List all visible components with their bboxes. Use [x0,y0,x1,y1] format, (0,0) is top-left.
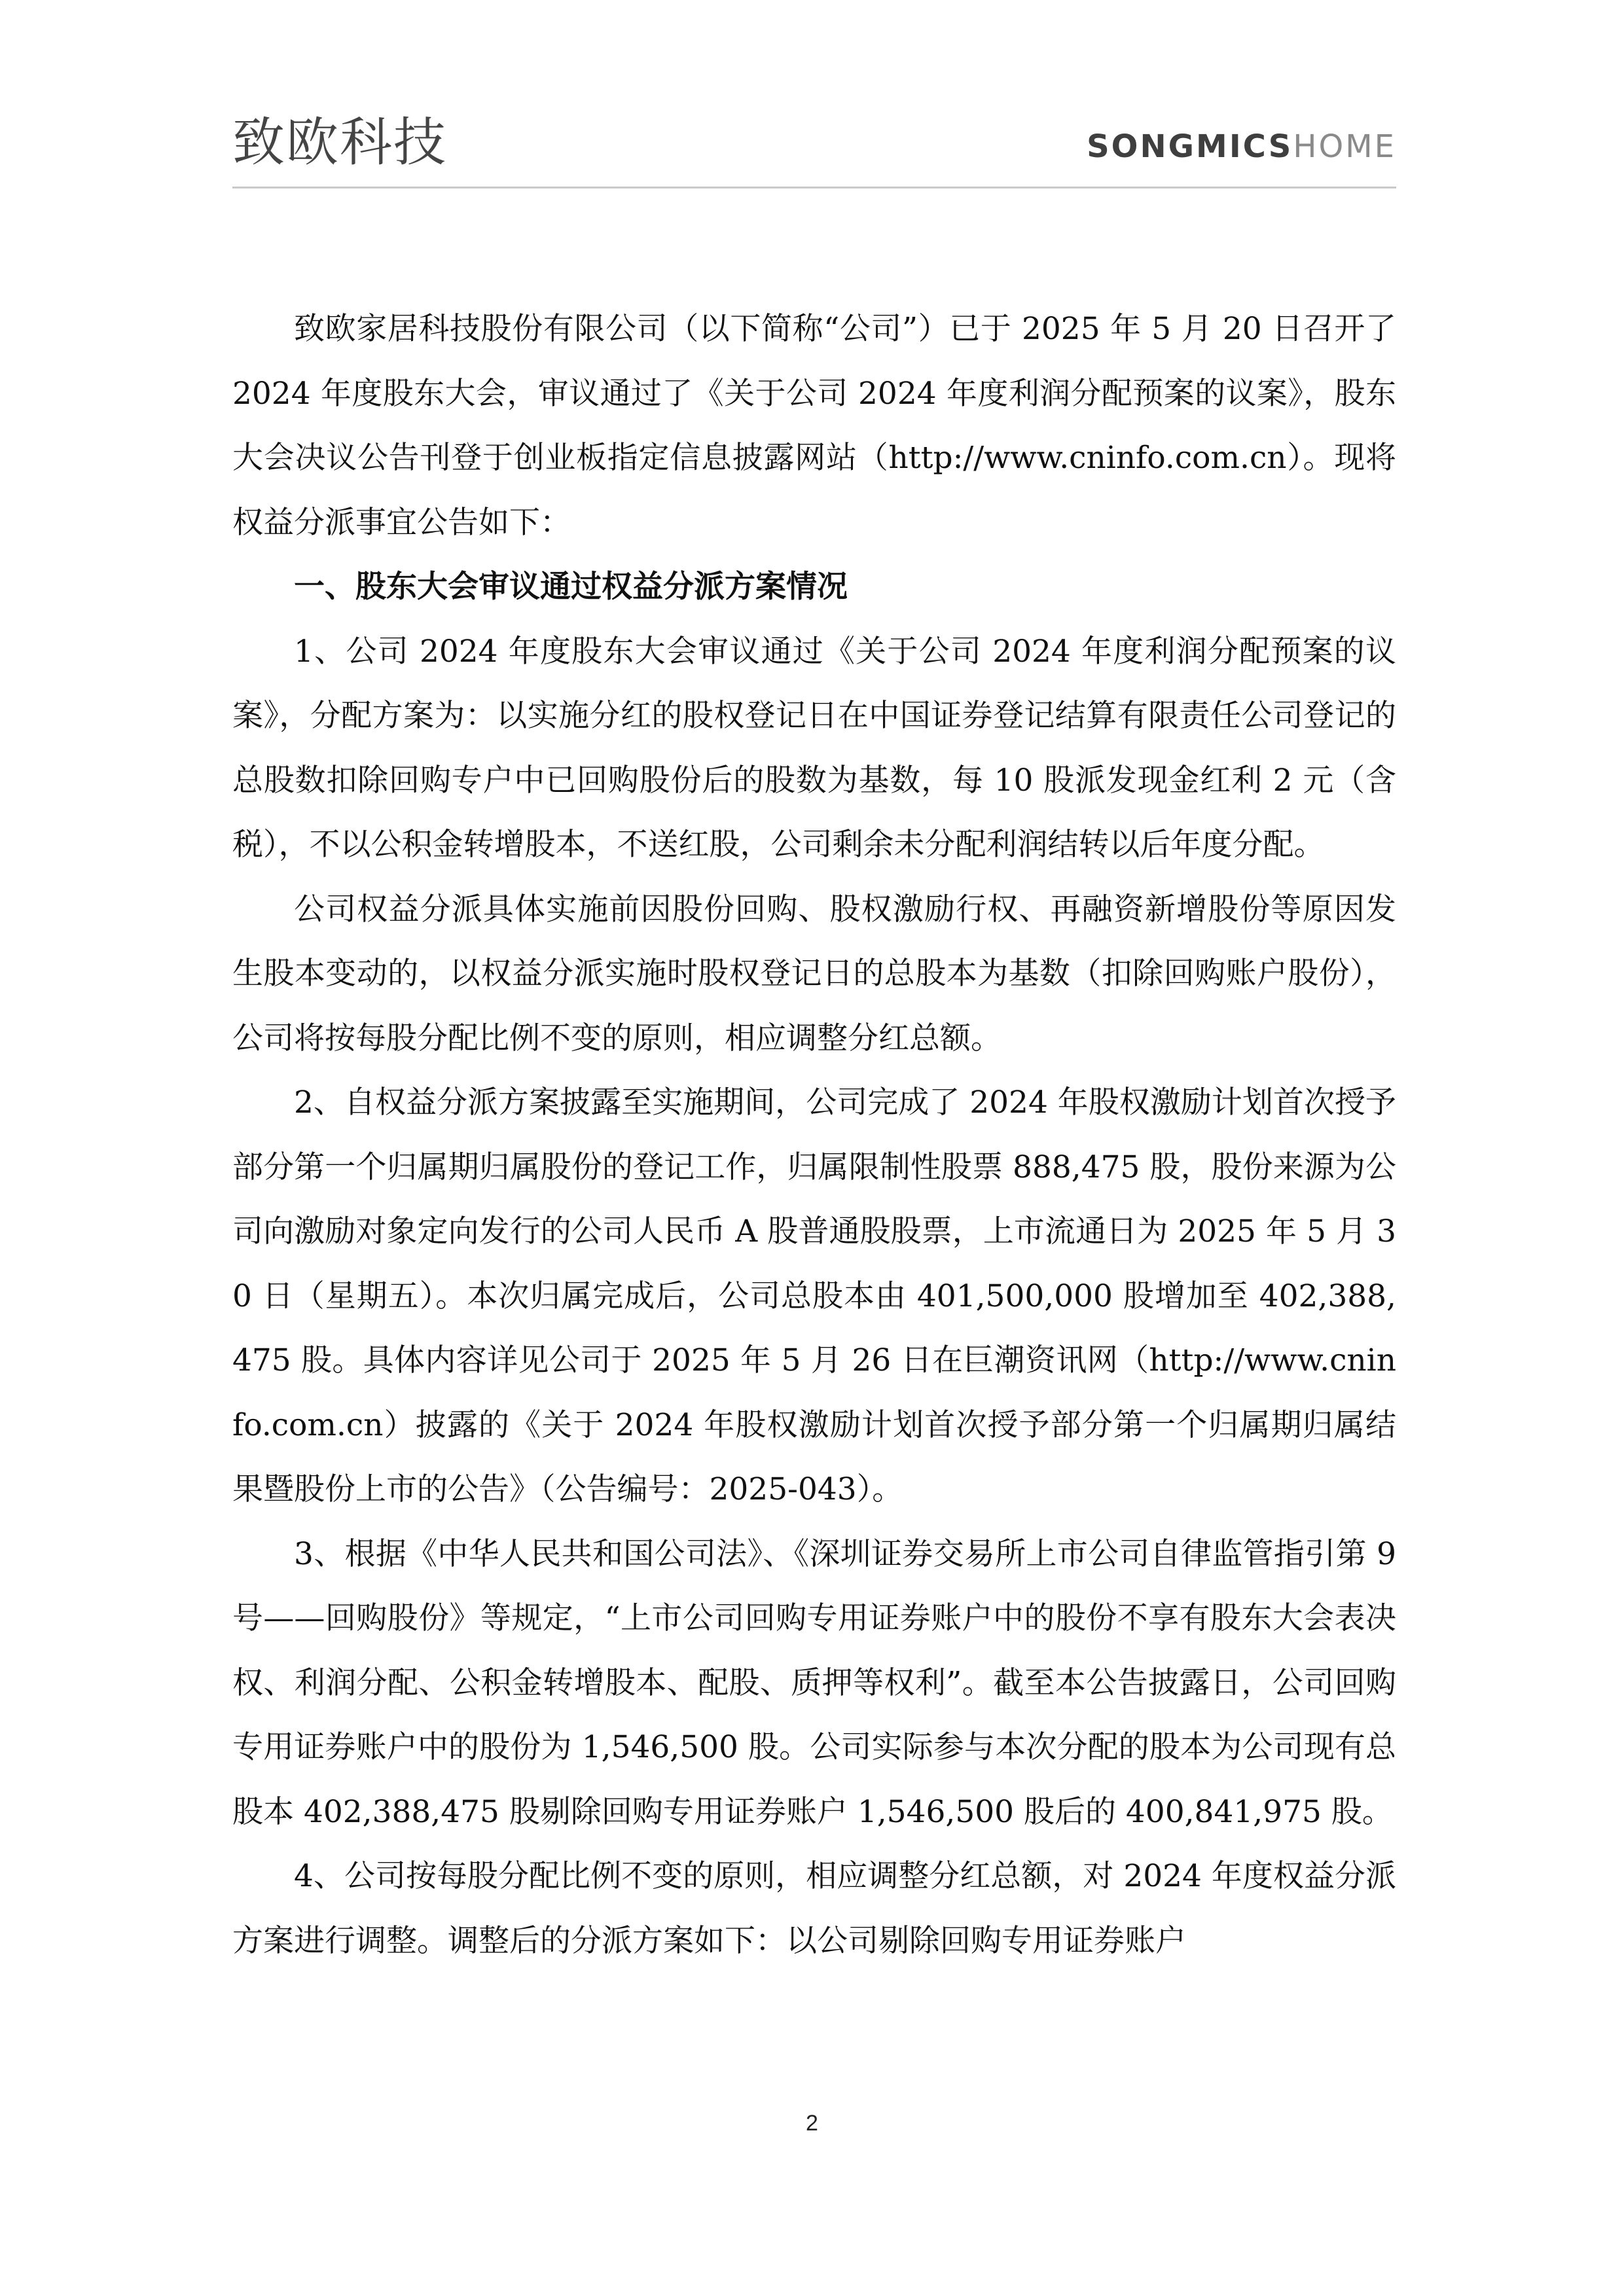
logo-songmics-text: SONGMICS [1087,128,1293,165]
document-body [232,297,1396,1973]
company-logo-english [1087,128,1396,165]
item-1-paragraph: 1、公司 2024 年度股东大会审议通过《关于公司 2024 年度利润分配预案的议案》，分配方案为：以实施分红的股权登记日在中国证券登记结算有限责任公司登记的总股数扣除回购专户中已回购股份后的股数为基数，每 10 股派发现金红利 2 元（含税），不以公积金转增股本，不送红股，公司剩余未分配利润结转以后年度分配。 [232,633,1396,863]
page-number: 2 [806,2111,818,2136]
adjustment-paragraph: 公司权益分派具体实施前因股份回购、股权激励行权、再融资新增股份等原因发生股本变动的，以权益分派实施时股权登记日的总股本为基数（扣除回购账户股份），公司将按每股分配比例不变的原则，相应调整分红总额。 [232,891,1396,1056]
header-divider [232,187,1396,188]
item-2-paragraph: 2、自权益分派方案披露至实施期间，公司完成了 2024 年股权激励计划首次授予部分第一个归属期归属股份的登记工作，归属限制性股票 888,475 股，股份来源为公司向激励对象定向发行的公司人民币 A 股普通股股票，上市流通日为 2025 年 5 月 30 日（星期五）。本次归属完成后，公司总股本由 401,500,000 股增加至 402,388,475 股。具体内容详见公司于 2025 年 5 月 26 日在巨潮资讯网（http://www.cninfo.com.cn）披露的《关于 2024 年股权激励计划首次授予部分第一个归属期归属结果暨股份上市的公告》（公告编号：2025-043）。 [232,1085,1396,1507]
item-3-paragraph: 3、根据《中华人民共和国公司法》、《深圳证券交易所上市公司自律监管指引第 9 号——回购股份》等规定，“上市公司回购专用证券账户中的股份不享有股东大会表决权、利润分配、公积金转增股本、配股、质押等权利”。截至本公告披露日，公司回购专用证券账户中的股份为 1,546,500 股。公司实际参与本次分配的股本为公司现有总股本 402,388,475 股剔除回购专用证券账户 1,546,500 股后的 400,841,975 股。 [232,1535,1396,1830]
section-heading: 一、股东大会审议通过权益分派方案情况 [294,569,848,605]
logo-home-text: HOME [1293,128,1396,165]
intro-paragraph: 致欧家居科技股份有限公司（以下简称“公司”）已于 2025 年 5 月 20 日召开了 2024 年度股东大会，审议通过了《关于公司 2024 年度利润分配预案的议案》，股东大会决议公告刊登于创业板指定信息披露网站（http://www.cninfo.com.cn）。现将权益分派事宜公告如下： [232,311,1396,541]
page-header [232,105,1396,190]
company-logo-chinese: 致欧科技 [232,112,447,173]
item-4-paragraph: 4、公司按每股分配比例不变的原则，相应调整分红总额，对 2024 年度权益分派方案进行调整。调整后的分派方案如下：以公司剔除回购专用证券账户 [232,1858,1396,1959]
